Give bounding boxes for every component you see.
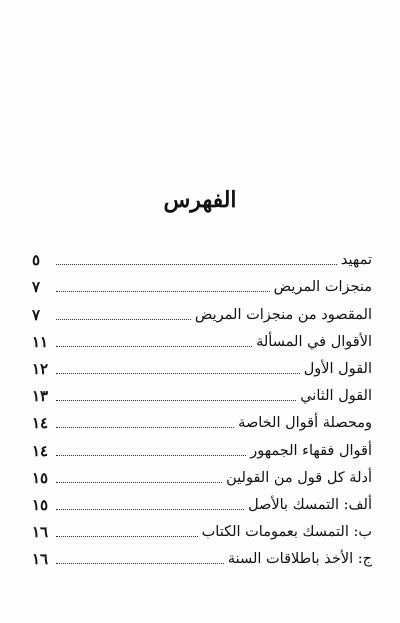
dot-leader [56, 427, 234, 428]
toc-entry-label: ألف: التمسك بالأصل [248, 496, 372, 513]
toc-entry-label: تمهيد [340, 252, 372, 269]
dot-leader [56, 400, 296, 401]
dot-leader [56, 536, 198, 537]
dot-leader [56, 346, 252, 347]
toc-entry [32, 379, 372, 406]
table-of-contents [32, 243, 372, 569]
toc-entry-page: ١٣ [32, 387, 49, 406]
toc-entry-page: ١٦ [32, 550, 49, 569]
toc-entry-page: ٥ [32, 251, 41, 270]
toc-entry [32, 488, 372, 515]
toc-entry [32, 352, 372, 379]
dot-leader [56, 373, 300, 374]
dot-leader [56, 264, 337, 265]
toc-entry-page: ١٥ [32, 468, 49, 487]
toc-entry [32, 406, 372, 433]
toc-entry-label: منجزات المريض [273, 279, 372, 296]
toc-entry-label: القول الأول [303, 360, 372, 377]
toc-entry [32, 325, 372, 352]
toc-entry-label: ج: الأخذ باطلاقات السنة [227, 551, 372, 568]
toc-entry-label: ومحصلة أقوال الخاصة [238, 415, 372, 432]
toc-entry-page: ١١ [32, 332, 49, 351]
toc-entry [32, 542, 372, 569]
toc-entry-page: ١٢ [32, 359, 49, 378]
toc-entry [32, 243, 372, 270]
toc-entry [32, 461, 372, 488]
toc-entry-label: المقصود من منجزات المريض [194, 306, 372, 323]
dot-leader [56, 563, 224, 564]
toc-entry-label: الأقوال في المسألة [256, 333, 372, 350]
toc-entry-label: أقوال فقهاء الجمهور [250, 442, 372, 459]
toc-entry-page: ٧ [32, 305, 41, 324]
dot-leader [56, 455, 246, 456]
toc-entry [32, 433, 372, 460]
toc-entry [32, 515, 372, 542]
toc-entry-page: ٧ [32, 278, 41, 297]
toc-entry-page: ١٥ [32, 495, 49, 514]
toc-entry-label: أدلة كل قول من القولين [226, 469, 372, 486]
toc-entry-label: القول الثاني [300, 388, 372, 405]
toc-entry-page: ١٦ [32, 523, 49, 542]
toc-entry-page: ١٤ [32, 414, 49, 433]
toc-entry-label: ب: التمسك بعمومات الكتاب [201, 524, 372, 541]
toc-entry [32, 297, 372, 324]
dot-leader [56, 319, 191, 320]
toc-entry [32, 270, 372, 297]
dot-leader [56, 482, 222, 483]
dot-leader [56, 509, 244, 510]
dot-leader [56, 291, 270, 292]
toc-entry-page: ١٤ [32, 441, 49, 460]
page-title: الفهرس [163, 187, 237, 213]
